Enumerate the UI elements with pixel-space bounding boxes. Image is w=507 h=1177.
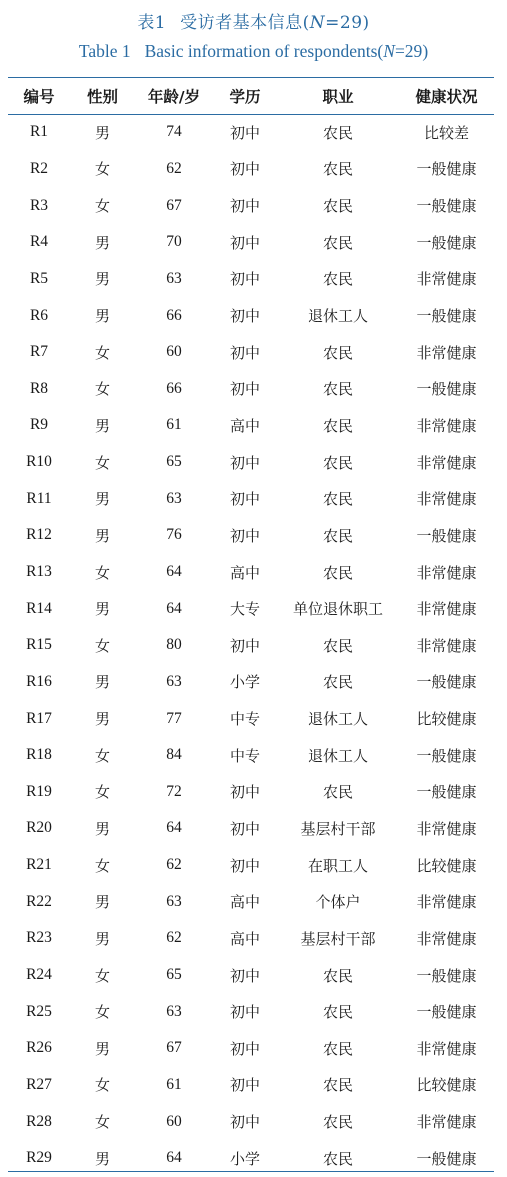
table-row: [8, 664, 494, 701]
table-row: [8, 297, 494, 334]
table-row: [8, 1103, 494, 1140]
cell-education: 小学: [229, 673, 260, 692]
cell-age: 74: [166, 123, 182, 141]
cell-occupation: 农民: [322, 416, 353, 435]
cell-education: 中专: [229, 746, 260, 765]
cell-health: 非常健康: [416, 929, 477, 948]
cell-health: 非常健康: [416, 563, 477, 582]
cell-id: R6: [29, 306, 49, 324]
cell-age: 63: [166, 1002, 182, 1020]
cell-id: R13: [26, 563, 52, 580]
cell-age: 60: [166, 1112, 182, 1130]
cell-health: 比较健康: [416, 710, 477, 729]
cell-education: 初中: [229, 526, 260, 545]
cell-occupation: 农民: [322, 233, 353, 252]
cell-health: 一般健康: [416, 380, 477, 399]
cell-health: 非常健康: [416, 819, 477, 838]
table-row: [8, 261, 494, 298]
cell-id: R18: [26, 746, 52, 764]
cell-age: 62: [166, 929, 182, 947]
cell-education: 初中: [229, 966, 260, 985]
cell-id: R9: [29, 416, 49, 434]
table-row: [8, 187, 494, 224]
header-occupation: 职业: [322, 88, 354, 106]
cell-occupation: 农民: [322, 1113, 353, 1132]
cell-occupation: 农民: [322, 380, 353, 399]
cell-education: 中专: [229, 710, 260, 729]
cell-education: 初中: [229, 1076, 260, 1095]
cell-age: 70: [166, 233, 182, 251]
cell-gender: 女: [94, 746, 110, 765]
cell-gender: 女: [94, 966, 110, 985]
cell-gender: 女: [94, 1113, 110, 1132]
header-gender: 性别: [86, 88, 118, 106]
cell-health: 一般健康: [416, 197, 477, 216]
cell-occupation: 农民: [322, 270, 353, 289]
cell-health: 一般健康: [416, 1003, 477, 1022]
cell-education: 初中: [229, 123, 260, 142]
cell-occupation: 农民: [322, 673, 353, 692]
table-row: [8, 1030, 494, 1067]
table-row: [8, 737, 494, 774]
table-row: [8, 774, 494, 811]
header-health: 健康状况: [415, 88, 478, 106]
cell-occupation: 退休工人: [307, 710, 368, 729]
cell-education: 小学: [229, 1149, 260, 1168]
cell-id: R11: [26, 489, 52, 507]
cell-health: 比较健康: [416, 1076, 477, 1095]
cell-occupation: 单位退休职工: [292, 600, 383, 619]
cell-education: 初中: [229, 636, 260, 655]
table-row: [8, 114, 494, 151]
cell-education: 初中: [229, 307, 260, 326]
cell-gender: 男: [94, 819, 110, 838]
table-row: [8, 444, 494, 481]
cell-gender: 女: [94, 380, 110, 399]
table-row: [8, 151, 494, 188]
cell-gender: 女: [94, 197, 110, 216]
cell-id: R2: [29, 159, 49, 177]
cell-occupation: 农民: [322, 197, 353, 216]
header-id: 编号: [23, 88, 55, 106]
cell-health: 非常健康: [416, 490, 477, 509]
cell-occupation: 农民: [322, 490, 353, 509]
cell-age: 67: [166, 196, 182, 214]
cell-education: 初中: [229, 233, 260, 252]
table-row: [8, 627, 494, 664]
cell-age: 67: [166, 1039, 182, 1057]
table-row: [8, 920, 494, 957]
cell-id: R1: [29, 123, 49, 141]
table-row: [8, 554, 494, 591]
cell-age: 66: [166, 306, 182, 324]
cell-occupation: 退休工人: [307, 307, 368, 326]
cell-health: 一般健康: [416, 526, 477, 545]
cell-occupation: 农民: [322, 966, 353, 985]
cell-age: 60: [166, 343, 182, 361]
cell-id: R25: [26, 1002, 52, 1020]
cell-id: R20: [26, 819, 52, 837]
table-row: [8, 700, 494, 737]
table-row: [8, 224, 494, 261]
cell-occupation: 在职工人: [307, 856, 368, 875]
table-body: [8, 114, 494, 1177]
table-row: [8, 334, 494, 371]
cell-occupation: 农民: [322, 636, 353, 655]
cell-education: 初中: [229, 1039, 260, 1058]
cell-gender: 男: [94, 123, 110, 142]
cell-occupation: 农民: [322, 1149, 353, 1168]
cell-education: 大专: [229, 600, 260, 619]
cell-gender: 男: [94, 710, 110, 729]
cell-education: 初中: [229, 380, 260, 399]
cell-education: 高中: [229, 563, 260, 582]
cell-education: 初中: [229, 1003, 260, 1022]
cell-health: 比较差: [423, 123, 469, 142]
cell-gender: 男: [94, 490, 110, 509]
cell-gender: 女: [94, 783, 110, 802]
caption-en-label: Table 1: [78, 41, 131, 61]
cell-education: 初中: [229, 160, 260, 179]
table-row: [8, 883, 494, 920]
cell-health: 非常健康: [416, 453, 477, 472]
cell-occupation: 农民: [322, 1003, 353, 1022]
cell-age: 65: [166, 453, 182, 471]
cell-id: R10: [26, 453, 52, 471]
cell-age: 76: [166, 526, 182, 544]
table-caption-english: Table 1 Basic information of respondents(N=29): [78, 41, 429, 61]
cell-health: 一般健康: [416, 966, 477, 985]
cell-age: 66: [166, 379, 182, 397]
cell-occupation: 农民: [322, 453, 353, 472]
cell-health: 非常健康: [416, 416, 477, 435]
caption-cn-n-value: =29: [325, 13, 363, 33]
cell-id: R27: [26, 1075, 52, 1093]
cell-id: R19: [26, 782, 52, 800]
cell-education: 初中: [229, 197, 260, 216]
cell-id: R4: [29, 233, 49, 251]
cell-occupation: 退休工人: [307, 746, 368, 765]
cell-id: R29: [26, 1149, 52, 1167]
header-education: 学历: [229, 88, 261, 106]
cell-id: R28: [26, 1112, 52, 1130]
cell-gender: 男: [94, 416, 110, 435]
cell-gender: 男: [94, 1039, 110, 1058]
cell-gender: 女: [94, 343, 110, 362]
cell-age: 72: [166, 782, 182, 800]
cell-age: 63: [166, 489, 182, 507]
cell-occupation: 基层村干部: [300, 819, 376, 838]
cell-health: 非常健康: [416, 636, 477, 655]
cell-health: 非常健康: [416, 1039, 477, 1058]
cell-age: 63: [166, 892, 182, 910]
cell-gender: 女: [94, 856, 110, 875]
table-row: [8, 957, 494, 994]
cell-health: 比较健康: [416, 856, 477, 875]
cell-education: 初中: [229, 819, 260, 838]
table-header-row: [8, 78, 494, 114]
cell-age: 61: [166, 416, 182, 434]
caption-en-title: Basic information of respondents: [144, 41, 378, 61]
table-row: [8, 1140, 494, 1177]
table-row: [8, 1067, 494, 1104]
cell-gender: 女: [94, 453, 110, 472]
cell-id: R16: [26, 672, 52, 690]
cell-health: 一般健康: [416, 233, 477, 252]
caption-cn-n-symbol: N: [309, 13, 326, 33]
cell-health: 非常健康: [416, 343, 477, 362]
cell-id: R15: [26, 636, 52, 654]
cell-age: 80: [166, 636, 182, 654]
cell-education: 初中: [229, 856, 260, 875]
cell-gender: 男: [94, 233, 110, 252]
cell-id: R21: [26, 856, 52, 874]
table-row: [8, 810, 494, 847]
cell-health: 一般健康: [416, 673, 477, 692]
caption-cn-label: 表1: [137, 13, 167, 33]
cell-age: 64: [166, 599, 182, 617]
cell-gender: 女: [94, 1076, 110, 1095]
table-row: [8, 590, 494, 627]
cell-age: 62: [166, 856, 182, 874]
cell-age: 65: [166, 966, 182, 984]
cell-id: R3: [29, 196, 49, 214]
cell-occupation: 个体户: [315, 893, 361, 912]
cell-id: R17: [26, 709, 52, 727]
cell-health: 一般健康: [416, 783, 477, 802]
table-row: [8, 407, 494, 444]
cell-id: R12: [26, 526, 52, 544]
table-caption-chinese: 表1 受访者基本信息(N=29): [137, 13, 370, 33]
cell-health: 一般健康: [416, 1149, 477, 1168]
cell-health: 一般健康: [416, 746, 477, 765]
caption-en-n-value: =29: [394, 41, 423, 61]
cell-age: 64: [166, 563, 182, 580]
cell-id: R7: [29, 343, 49, 361]
cell-gender: 男: [94, 526, 110, 545]
cell-occupation: 农民: [322, 563, 353, 582]
cell-gender: 男: [94, 893, 110, 912]
cell-health: 非常健康: [416, 1113, 477, 1132]
cell-gender: 男: [94, 307, 110, 326]
cell-occupation: 农民: [322, 1076, 353, 1095]
cell-occupation: 农民: [322, 1039, 353, 1058]
cell-age: 84: [166, 746, 182, 764]
table-row: [8, 847, 494, 884]
header-age: 年龄/岁: [147, 88, 201, 106]
table-row: [8, 517, 494, 554]
cell-occupation: 农民: [322, 526, 353, 545]
cell-occupation: 农民: [322, 123, 353, 142]
cell-gender: 女: [94, 636, 110, 655]
cell-age: 63: [166, 269, 182, 287]
cell-id: R8: [29, 379, 49, 397]
cell-gender: 女: [94, 1003, 110, 1022]
table-row: [8, 370, 494, 407]
cell-education: 初中: [229, 270, 260, 289]
cell-age: 61: [166, 1075, 182, 1093]
cell-occupation: 基层村干部: [300, 929, 376, 948]
cell-occupation: 农民: [322, 783, 353, 802]
cell-education: 高中: [229, 893, 260, 912]
cell-age: 63: [166, 672, 182, 690]
cell-age: 62: [166, 159, 182, 177]
respondents-table: [8, 78, 494, 1177]
table-row: [8, 480, 494, 517]
cell-id: R23: [26, 929, 52, 947]
cell-health: 非常健康: [416, 270, 477, 289]
cell-education: 初中: [229, 453, 260, 472]
cell-health: 非常健康: [416, 893, 477, 912]
cell-education: 初中: [229, 490, 260, 509]
cell-age: 77: [166, 709, 182, 727]
cell-gender: 女: [94, 160, 110, 179]
cell-gender: 男: [94, 929, 110, 948]
cell-id: R5: [29, 269, 49, 287]
cell-education: 高中: [229, 929, 260, 948]
cell-id: R22: [26, 892, 52, 910]
cell-id: R26: [26, 1039, 52, 1057]
cell-education: 高中: [229, 416, 260, 435]
cell-id: R14: [26, 599, 52, 617]
cell-education: 初中: [229, 343, 260, 362]
cell-education: 初中: [229, 1113, 260, 1132]
cell-occupation: 农民: [322, 343, 353, 362]
cell-education: 初中: [229, 783, 260, 802]
cell-gender: 女: [94, 563, 110, 582]
cell-gender: 男: [94, 1149, 110, 1168]
cell-gender: 男: [94, 600, 110, 619]
caption-cn-title: 受访者基本信息: [180, 13, 303, 33]
cell-id: R24: [26, 966, 52, 984]
caption-en-n-symbol: N: [383, 41, 395, 61]
cell-gender: 男: [94, 673, 110, 692]
cell-health: 一般健康: [416, 160, 477, 179]
cell-gender: 男: [94, 270, 110, 289]
cell-age: 64: [166, 1149, 182, 1167]
cell-health: 非常健康: [416, 600, 477, 619]
cell-occupation: 农民: [322, 160, 353, 179]
table-row: [8, 993, 494, 1030]
cell-health: 一般健康: [416, 307, 477, 326]
cell-age: 64: [166, 819, 182, 837]
